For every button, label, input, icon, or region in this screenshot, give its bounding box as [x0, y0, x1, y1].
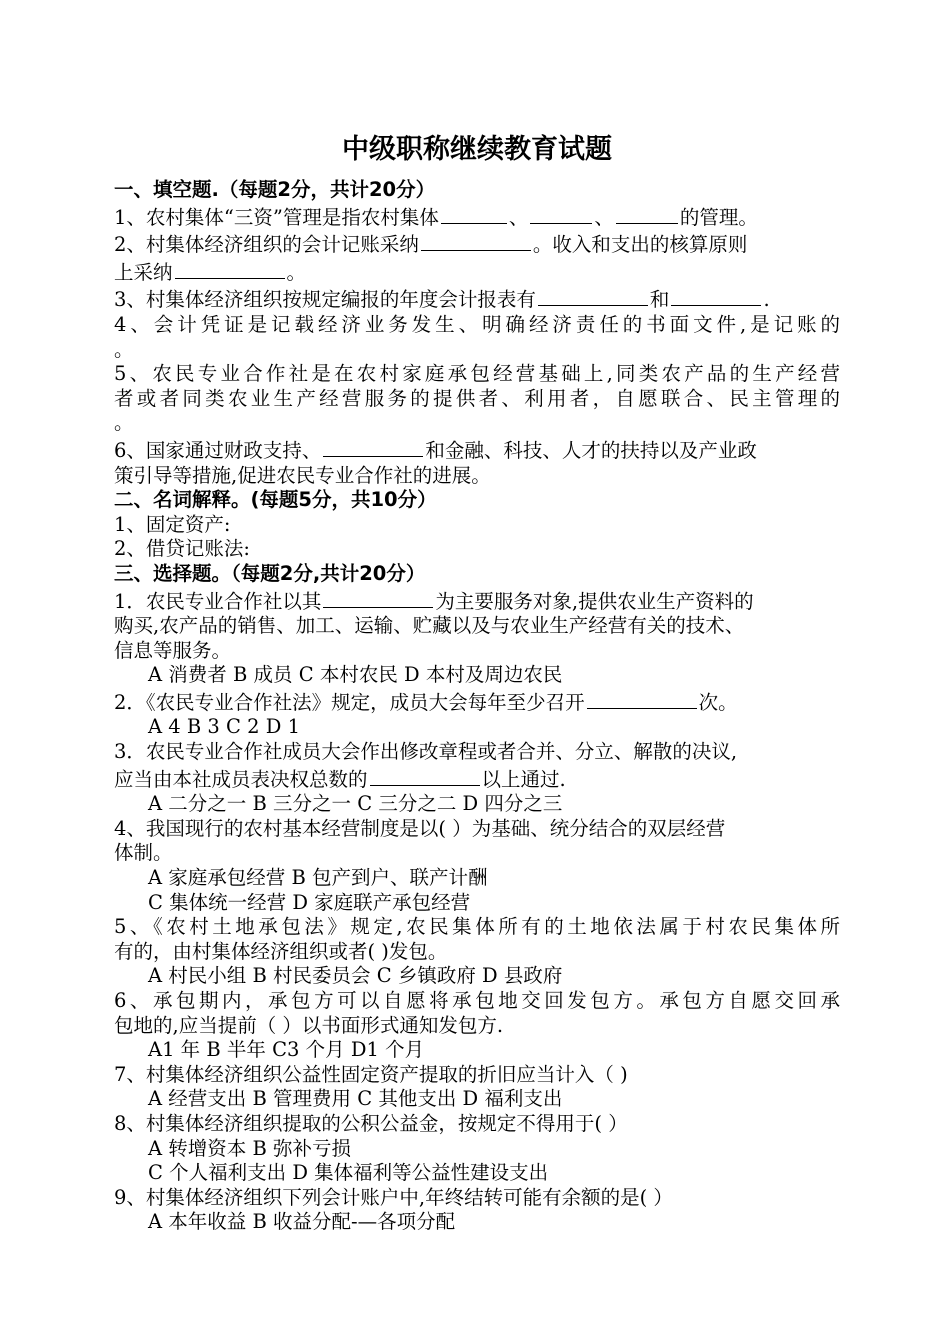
answer-blank[interactable] — [587, 688, 697, 709]
options-3-9[interactable]: A 本年收益 B 收益分配-—各项分配 — [148, 1210, 456, 1234]
options-3-2[interactable]: A 4 B 3 C 2 D 1 — [148, 715, 300, 739]
question-3-6: 6、承包期内，承包方可以自愿将承包地交回发包方。承包方自愿交回承 — [114, 989, 840, 1012]
question-3-5-cont: 有的，由村集体经济组织或者( )发包。 — [114, 939, 448, 963]
question-1-4: 4、会计凭证是记载经济业务发生、明确经济责任的书面文件,是记账的 — [114, 312, 840, 336]
question-3-8: 8、村集体经济组织提取的公积公益金，按规定不得用于( ） — [114, 1111, 628, 1135]
options-3-4-a[interactable]: A 家庭承包经营 B 包产到户、联产计酬 — [148, 866, 488, 890]
question-1-1: 1、农村集体“三资”管理是指农村集体 、 、 的管理。 — [114, 203, 840, 231]
answer-blank[interactable] — [323, 436, 423, 457]
answer-blank[interactable] — [671, 285, 761, 306]
question-3-3-cont: 应当由本社成员表决权总数的 以上通过. — [114, 765, 840, 793]
question-3-2: 2．《农民专业合作社法》规定，成员大会每年至少召开 次。 — [114, 688, 840, 716]
question-1-5-cont: 者或者同类农业生产经营服务的提供者、利用者，自愿联合、民主管理的 — [114, 386, 840, 410]
question-3-7: 7、村集体经济组织公益性固定资产提取的折旧应当计入（ ) — [114, 1062, 628, 1086]
question-3-1-end: 信息等服务。 — [114, 638, 232, 662]
question-3-9: 9、村集体经济组织下列会计账户中,年终结转可能有余额的是( ） — [114, 1185, 673, 1209]
options-3-4-b[interactable]: C 集体统一经营 D 家庭联产承包经营 — [148, 890, 471, 914]
section-heading-fill-blank: 一、填空题.（每题2分，共计20分） — [114, 178, 436, 201]
question-1-5-end: 。 — [114, 411, 134, 435]
options-3-8-a[interactable]: A 转增资本 B 弥补亏损 — [148, 1136, 352, 1160]
answer-blank[interactable] — [370, 765, 480, 786]
question-3-3: 3．农民专业合作社成员大会作出修改章程或者合并、分立、解散的决议, — [114, 740, 738, 764]
question-3-5: 5、《农村土地承包法》规定,农民集体所有的土地依法属于村农民集体所 — [114, 915, 840, 939]
question-3-4: 4、我国现行的农村基本经营制度是以( ）为基础、统分结合的双层经营 — [114, 816, 726, 840]
question-1-2-cont: 上采纳 。 — [114, 258, 840, 286]
question-3-1: 1．农民专业合作社以其 为主要服务对象,提供农业生产资料的 — [114, 587, 840, 615]
question-1-6-cont: 策引导等措施,促进农民专业合作社的进展。 — [114, 463, 491, 487]
question-1-2: 2、村集体经济组织的会计记账采纳 。收入和支出的核算原则 — [114, 230, 840, 258]
answer-blank[interactable] — [323, 587, 433, 608]
answer-blank[interactable] — [530, 203, 592, 224]
question-3-4-cont: 体制。 — [114, 841, 173, 865]
question-2-1: 1、固定资产: — [114, 512, 231, 536]
answer-blank[interactable] — [538, 285, 648, 306]
options-3-3[interactable]: A 二分之一 B 三分之一 C 三分之二 D 四分之三 — [148, 792, 563, 816]
options-3-1[interactable]: A 消费者 B 成员 C 本村农民 D 本村及周边农民 — [148, 663, 563, 687]
question-3-1-cont: 购买,农产品的销售、加工、运输、贮藏以及与农业生产经营有关的技术、 — [114, 614, 745, 638]
section-heading-terms: 二、名词解释。(每题5分，共10分） — [114, 488, 437, 512]
answer-blank[interactable] — [616, 203, 678, 224]
answer-blank[interactable] — [421, 230, 531, 251]
options-3-6[interactable]: A1 年 B 半年 C3 个月 D1 个月 — [148, 1038, 425, 1062]
options-3-8-b[interactable]: C 个人福利支出 D 集体福利等公益性建设支出 — [148, 1161, 549, 1185]
question-3-6-cont: 包地的,应当提前（ ）以书面形式通知发包方. — [114, 1013, 504, 1037]
question-1-4-cont: 。 — [114, 337, 134, 361]
question-1-3: 3、村集体经济组织按规定编报的年度会计报表有 和 . — [114, 285, 840, 313]
page-title: 中级职称继续教育试题 — [342, 134, 612, 165]
document-page — [114, 128, 840, 1235]
question-1-5: 5、农民专业合作社是在农村家庭承包经营基础上,同类农产品的生产经营 — [114, 362, 840, 386]
question-2-2: 2、借贷记账法: — [114, 537, 250, 561]
question-1-6: 6、国家通过财政支持、 和金融、科技、人才的扶持以及产业政 — [114, 436, 840, 464]
section-heading-choice: 三、选择题。（每题2分,共计20分） — [114, 561, 426, 585]
options-3-7[interactable]: A 经营支出 B 管理费用 C 其他支出 D 福利支出 — [148, 1087, 563, 1111]
options-3-5[interactable]: A 村民小组 B 村民委员会 C 乡镇政府 D 县政府 — [148, 964, 563, 988]
answer-blank[interactable] — [175, 258, 285, 279]
answer-blank[interactable] — [441, 203, 507, 224]
